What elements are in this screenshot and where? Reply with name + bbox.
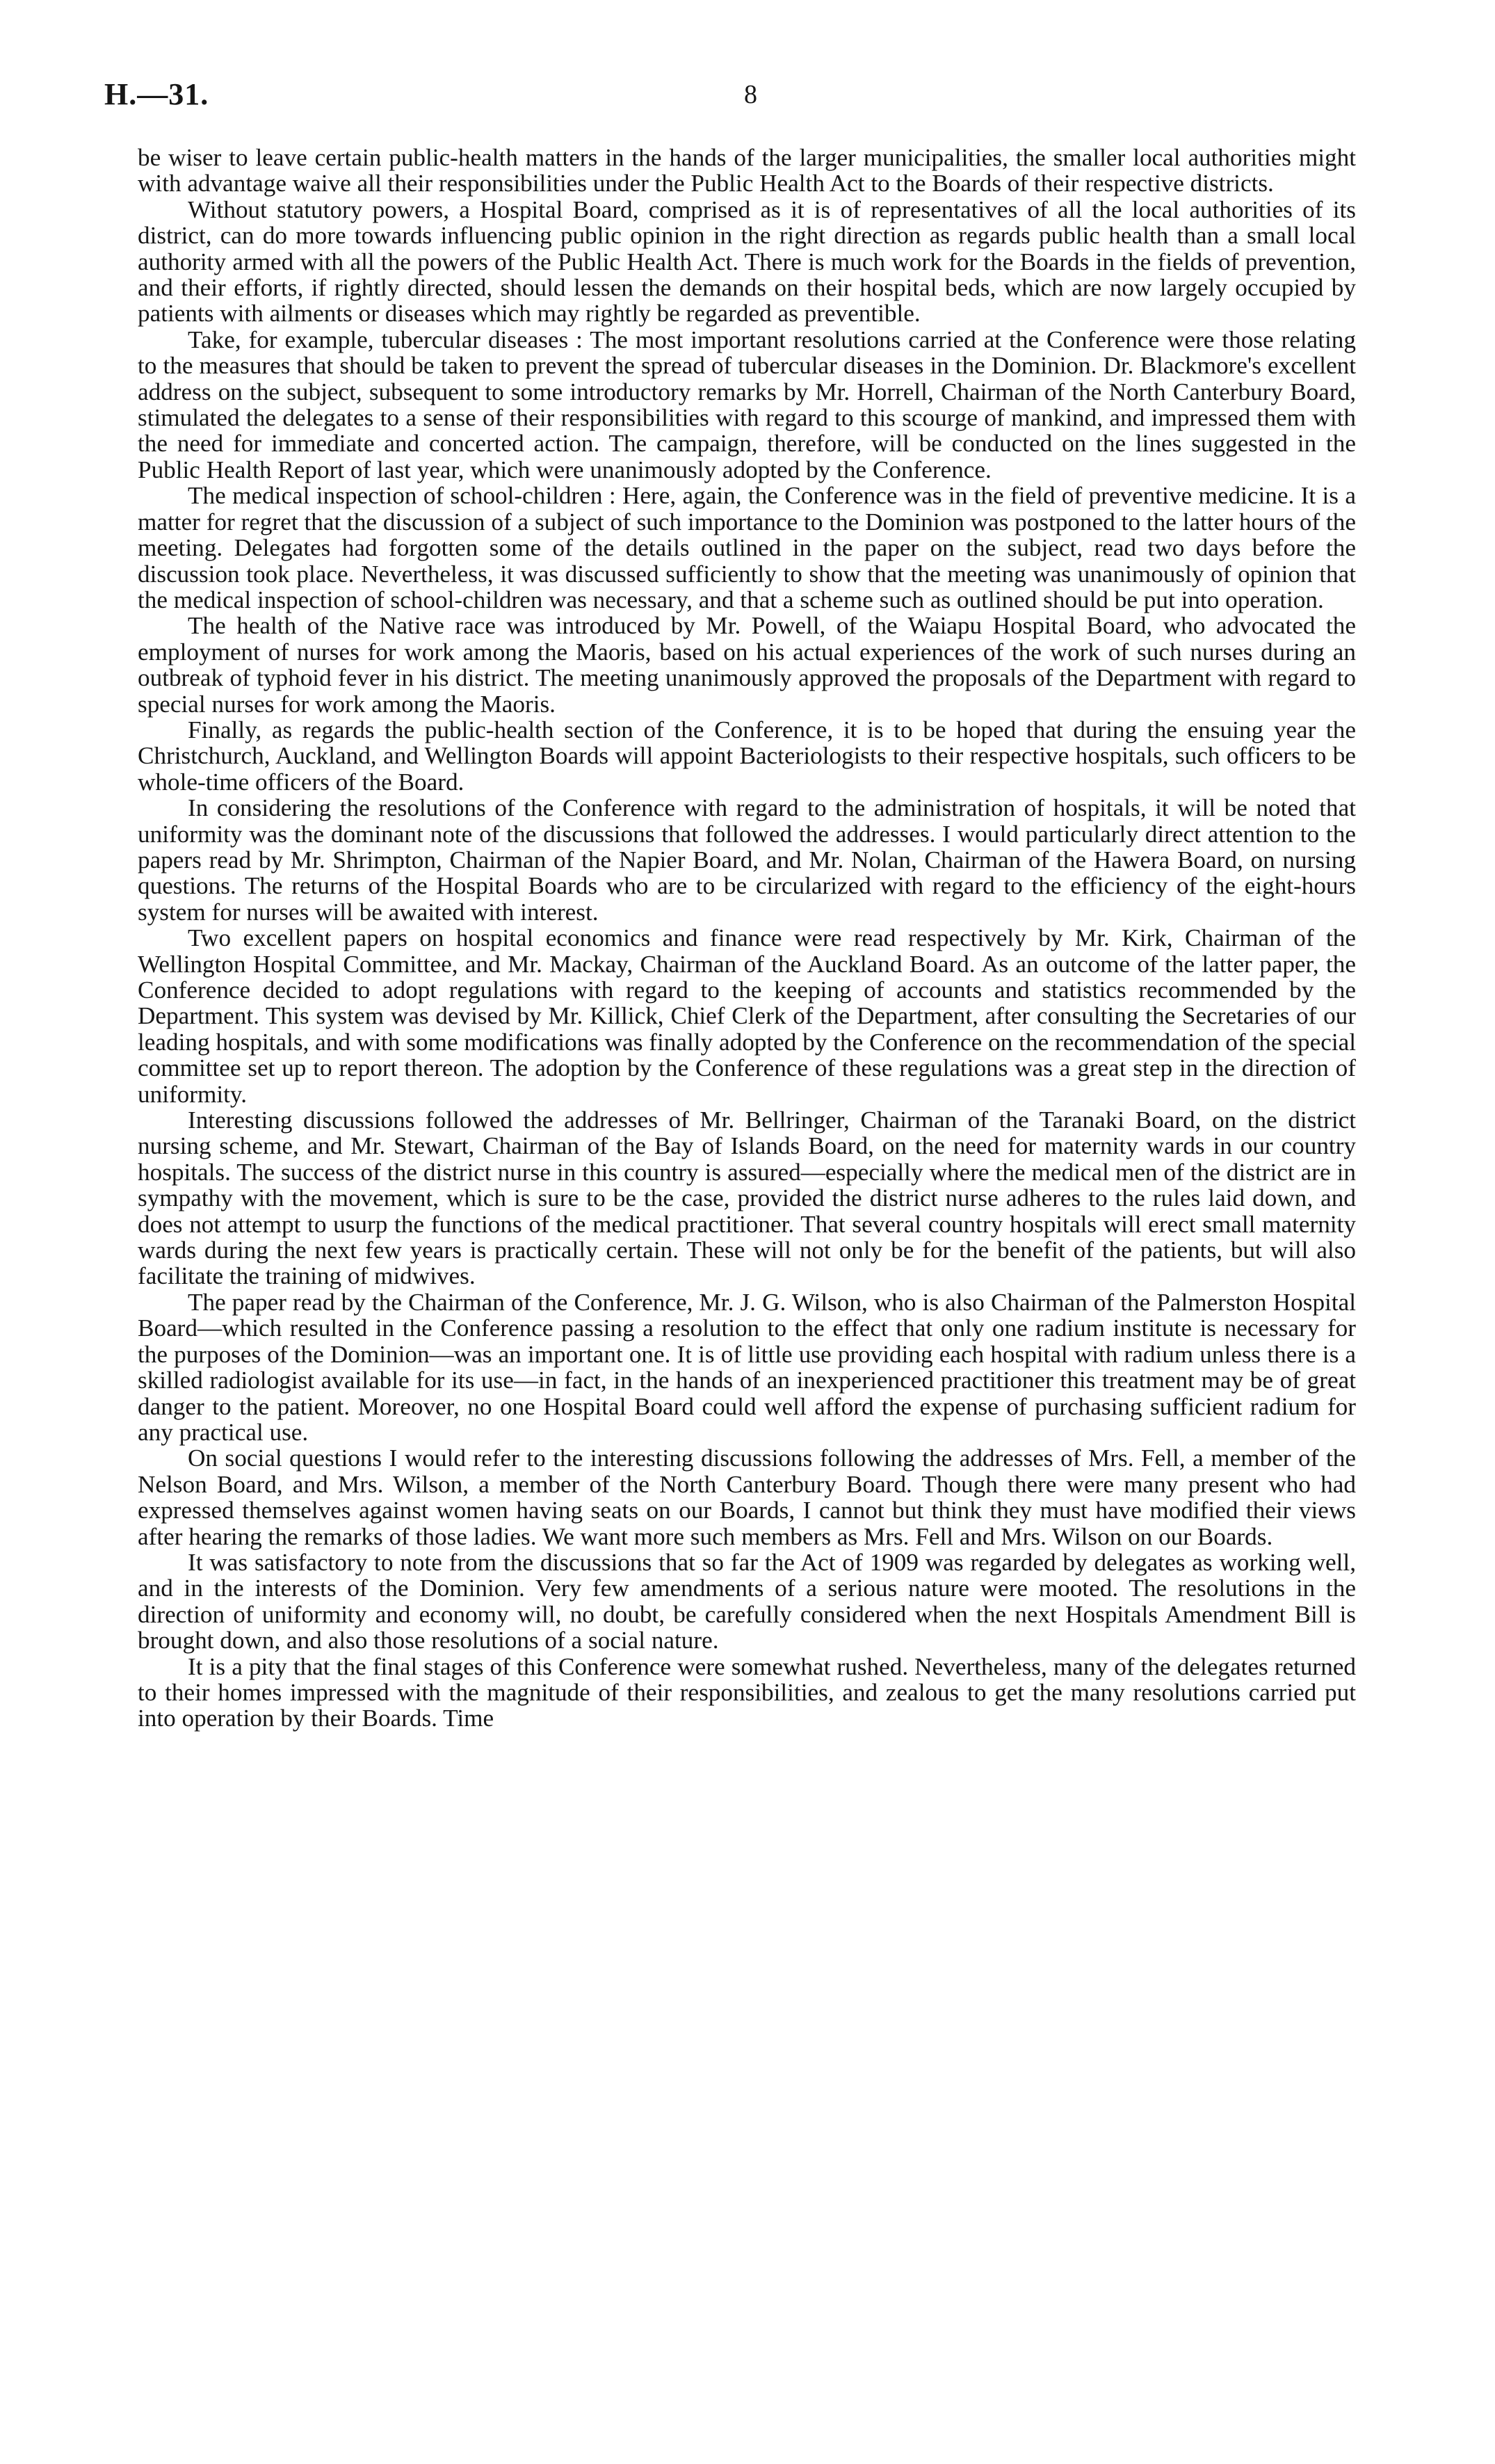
body-text bbox=[138, 145, 1356, 1732]
paragraph-social-questions: On social questions I would refer to the interesting discussions following the addresses of Mrs. Fell, a member of the Nelson Board, and Mrs. Wilson, a member of the North Canterbury Board. Though there were many present who had expressed themselves against women having seats on our Boards, I cannot but think they must have modified their views after hearing the remarks of those ladies. We want more such members as Mrs. Fell and Mrs. Wilson on our Boards. bbox=[138, 1444, 1356, 1550]
paragraph-economics-finance: Two excellent papers on hospital economics and finance were read respectively by Mr. Kirk, Chairman of the Wellington Hospital Committee, and Mr. Mackay, Chairman of the Auckland Board. As an outcome of the latter paper, the Conference decided to adopt regulations with regard to the keeping of accounts and statistics recommended by the Department. This system was devised by Mr. Killick, Chief Clerk of the Department, after consulting the Secretaries of our leading hospitals, and with some modifications was finally adopted by the Conference on the recommendation of the special committee set up to report thereon. The adoption by the Conference of these regulations was a great step in the direction of uniformity. bbox=[138, 924, 1356, 1108]
paragraph-tubercular-diseases: Take, for example, tubercular diseases : The most important resolutions carried at the Conference were those relating to the measures that should be taken to prevent the spread of tubercular diseases in the Dominion. Dr. Blackmore's excellent address on the subject, subsequent to some introductory remarks by Mr. Horrell, Chairman of the North Canterbury Board, stimulated the delegates to a sense of their responsibilities with regard to this scourge of mankind, and impressed them with the need for immediate and concerted action. The campaign, therefore, will be conducted on the lines suggested in the Public Health Report of last year, which were unanimously adopted by the Conference. bbox=[138, 325, 1356, 483]
paragraph-hospital-administration: In considering the resolutions of the Conference with regard to the administration of hospitals, it will be noted that uniformity was the dominant note of the discussions that followed the addresses. I would particularly direct attention to the papers read by Mr. Shrimpton, Chairman of the Napier Board, and Mr. Nolan, Chairman of the Hawera Board, on nursing questions. The returns of the Hospital Boards who are to be circularized with regard to the efficiency of the eight-hours system for nurses will be awaited with interest. bbox=[138, 794, 1356, 926]
paragraph-final-stages: It is a pity that the final stages of this Conference were somewhat rushed. Nevertheless, many of the delegates returned to their homes impressed with the magnitude of their responsibilities, and zealous to get the many resolutions carried put into operation by their Boards. Time bbox=[138, 1652, 1356, 1732]
paragraph-medical-inspection: The medical inspection of school-children : Here, again, the Conference was in the field of preventive medicine. It is a matter for regret that the discussion of a subject of such importance to the Dominion was postponed to the latter hours of the meeting. Delegates had forgotten some of the details outlined in the paper on the subject, read two days before the discussion took place. Nevertheless, it was discussed sufficiently to show that the meeting was unanimously of opinion that the medical inspection of school-children was necessary, and that a scheme such as outlined should be put into operation. bbox=[138, 482, 1356, 613]
paragraph-native-race-health: The health of the Native race was introduced by Mr. Powell, of the Waiapu Hospital Board, who advocated the employment of nurses for work among the Maoris, based on his actual experiences of the work of such nurses during an outbreak of typhoid fever in his district. The meeting unanimously approved the proposals of the Department with regard to special nurses for work among the Maoris. bbox=[138, 612, 1356, 718]
paragraph-public-health-continuation: be wiser to leave certain public-health matters in the hands of the larger municipalities, the smaller local authorities might with advantage waive all their responsibilities under the Public Health Act to the Boards of their respective districts. bbox=[138, 144, 1356, 198]
document-reference: H.—31. bbox=[104, 77, 209, 111]
page-header bbox=[104, 77, 1356, 125]
paragraph-act-of-1909: It was satisfactory to note from the discussions that so far the Act of 1909 was regarded by delegates as working well, and in the interests of the Dominion. Very few amendments of a serious nature were mooted. The resolutions in the direction of uniformity and economy will, no doubt, be carefully considered when the next Hospitals Amendment Bill is brought down, and also those resolutions of a social nature. bbox=[138, 1548, 1356, 1654]
paragraph-radium-institute: The paper read by the Chairman of the Conference, Mr. J. G. Wilson, who is also Chairman of the Palmerston Hospital Board—which resulted in the Conference passing a resolution to the effect that only one radium institute is necessary for the purposes of the Dominion—was an important one. It is of little use providing each hospital with radium unless there is a skilled radiologist available for its use—in fact, in the hands of an inexperienced practitioner this treatment may be of great danger to the patient. Moreover, no one Hospital Board could well afford the expense of purchasing sufficient radium for any practical use. bbox=[138, 1288, 1356, 1446]
paragraph-bacteriologists: Finally, as regards the public-health section of the Conference, it is to be hoped that during the ensuing year the Christchurch, Auckland, and Wellington Boards will appoint Bacteriologists to their respective hospitals, such officers to be whole-time officers of the Board. bbox=[138, 716, 1356, 796]
page-number: 8 bbox=[744, 80, 757, 109]
paragraph-statutory-powers: Without statutory powers, a Hospital Board, comprised as it is of representatives of all the local authorities of its district, can do more towards influencing public opinion in the right direction as regards public health than a small local authority armed with all the powers of the Public Health Act. There is much work for the Boards in the fields of prevention, and their efforts, if rightly directed, should lessen the demands on their hospital beds, which are now largely occupied by patients with ailments or diseases which may rightly be regarded as preventible. bbox=[138, 195, 1356, 328]
paragraph-district-nursing: Interesting discussions followed the addresses of Mr. Bellringer, Chairman of the Taranaki Board, on the district nursing scheme, and Mr. Stewart, Chairman of the Bay of Islands Board, on the need for maternity wards in our country hospitals. The success of the district nurse in this country is assured—especially where the medical men of the district are in sympathy with the movement, which is sure to be the case, provided the district nurse adheres to the rules laid down, and does not attempt to usurp the functions of the medical practitioner. That several country hospitals will erect small maternity wards during the next few years is practically certain. These will not only be for the benefit of the patients, but will also facilitate the training of midwives. bbox=[138, 1106, 1356, 1290]
